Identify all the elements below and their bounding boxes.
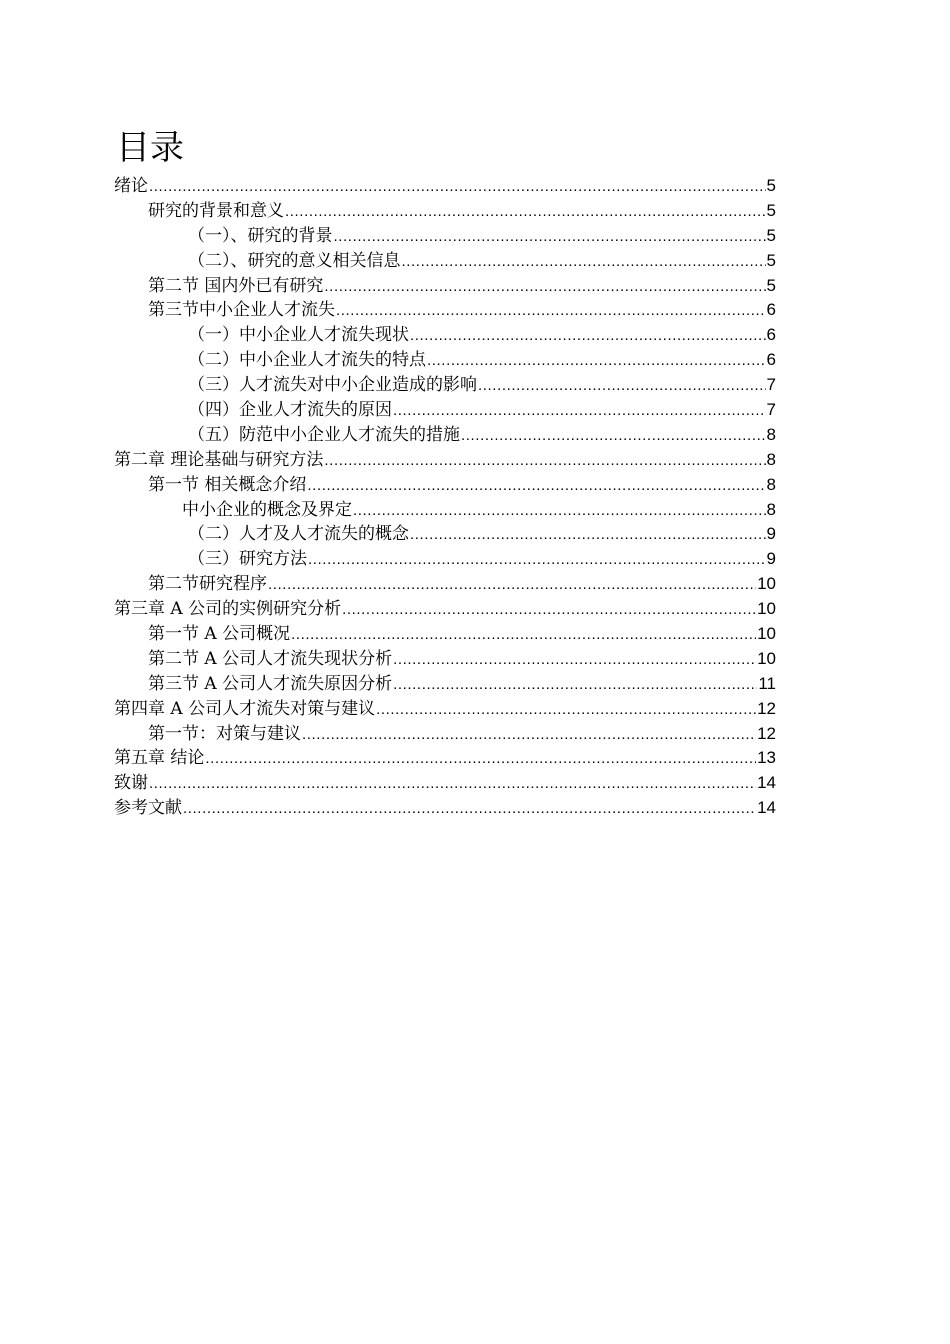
toc-dot-leader bbox=[183, 797, 756, 821]
toc-entry[interactable] bbox=[114, 547, 776, 572]
toc-entry[interactable] bbox=[114, 298, 776, 323]
toc-entry[interactable] bbox=[114, 522, 776, 547]
toc-entry-text: （二）、研究的意义相关信息 bbox=[188, 250, 401, 271]
toc-entry-text: 致谢 bbox=[114, 773, 148, 794]
toc-page-number: 14 bbox=[757, 798, 776, 818]
toc-entry[interactable] bbox=[114, 697, 776, 722]
toc-entry-text: 第二节 国内外已有研究 bbox=[148, 275, 324, 296]
toc-dot-leader bbox=[291, 623, 756, 647]
toc-entry-text: （一）、研究的背景 bbox=[188, 225, 333, 246]
toc-list bbox=[114, 174, 776, 821]
toc-entry[interactable] bbox=[114, 448, 776, 473]
toc-page-number: 5 bbox=[766, 225, 776, 245]
toc-entry[interactable] bbox=[114, 672, 776, 697]
toc-page-number: 13 bbox=[757, 748, 776, 768]
toc-entry-text: 第三章 A 公司的实例研究分析 bbox=[114, 599, 342, 620]
toc-entry[interactable] bbox=[114, 622, 776, 647]
toc-entry[interactable] bbox=[114, 249, 776, 274]
toc-page-number: 7 bbox=[766, 400, 776, 420]
toc-page-number: 10 bbox=[757, 574, 776, 594]
toc-entry[interactable] bbox=[114, 572, 776, 597]
toc-entry[interactable] bbox=[114, 771, 776, 796]
toc-dot-leader bbox=[393, 648, 756, 672]
toc-page-number: 5 bbox=[766, 176, 776, 195]
toc-entry[interactable] bbox=[114, 348, 776, 373]
toc-entry-text: 参考文献 bbox=[114, 798, 182, 819]
toc-entry-text: 研究的背景和意义 bbox=[148, 200, 284, 221]
toc-dot-leader bbox=[285, 200, 766, 224]
toc-entry[interactable] bbox=[114, 746, 776, 771]
toc-page-number: 8 bbox=[766, 474, 776, 494]
toc-entry[interactable] bbox=[114, 274, 776, 299]
toc-dot-leader bbox=[410, 324, 766, 348]
toc-entry-text: 第二节 A 公司人才流失现状分析 bbox=[148, 648, 393, 669]
toc-entry-text: 第三节中小企业人才流失 bbox=[148, 300, 335, 321]
toc-page-number: 9 bbox=[766, 524, 776, 544]
toc-page-number: 12 bbox=[757, 698, 776, 718]
toc-entry-text: （二）中小企业人才流失的特点 bbox=[188, 350, 426, 371]
toc-dot-leader bbox=[302, 723, 756, 747]
toc-dot-leader bbox=[336, 299, 766, 323]
toc-entry[interactable] bbox=[114, 473, 776, 498]
toc-page-number: 9 bbox=[766, 549, 776, 569]
toc-dot-leader bbox=[334, 225, 766, 249]
toc-page-number: 6 bbox=[766, 325, 776, 345]
toc-entry[interactable] bbox=[114, 199, 776, 224]
toc-dot-leader bbox=[308, 548, 766, 572]
toc-page-number: 8 bbox=[766, 424, 776, 444]
toc-entry[interactable] bbox=[114, 498, 776, 523]
toc-entry[interactable] bbox=[114, 373, 776, 398]
toc-dot-leader bbox=[149, 772, 756, 796]
toc-page-number: 10 bbox=[757, 624, 776, 644]
toc-entry-text: 第二章 理论基础与研究方法 bbox=[114, 449, 324, 470]
toc-entry-text: （三）人才流失对中小企业造成的影响 bbox=[188, 375, 477, 396]
toc-entry-text: （四）企业人才流失的原因 bbox=[188, 400, 392, 421]
toc-page-number: 8 bbox=[766, 499, 776, 519]
toc-page-number: 6 bbox=[766, 350, 776, 370]
toc-entry[interactable] bbox=[114, 224, 776, 249]
toc-page-number: 10 bbox=[757, 648, 776, 668]
toc-entry-text: （二）人才及人才流失的概念 bbox=[188, 524, 409, 545]
toc-entry[interactable] bbox=[114, 647, 776, 672]
toc-entry-text: 第三节 A 公司人才流失原因分析 bbox=[148, 673, 393, 694]
toc-dot-leader bbox=[402, 250, 766, 274]
toc-entry-text: （五）防范中小企业人才流失的措施 bbox=[188, 424, 460, 445]
toc-page-number: 12 bbox=[757, 723, 776, 743]
toc-page-number: 6 bbox=[766, 300, 776, 320]
toc-entry-text: 第二节研究程序 bbox=[148, 574, 267, 595]
toc-dot-leader bbox=[149, 175, 766, 199]
toc-dot-leader bbox=[205, 747, 756, 771]
toc-entry-text: （一）中小企业人才流失现状 bbox=[188, 325, 409, 346]
toc-dot-leader bbox=[427, 349, 766, 373]
toc-entry-text: 第一节 相关概念介绍 bbox=[148, 474, 307, 495]
toc-dot-leader bbox=[353, 499, 766, 523]
toc-dot-leader bbox=[268, 573, 756, 597]
toc-entry[interactable] bbox=[114, 423, 776, 448]
toc-page-number: 10 bbox=[757, 599, 776, 619]
toc-entry[interactable] bbox=[114, 174, 776, 199]
toc-page-number: 7 bbox=[766, 375, 776, 395]
toc-dot-leader bbox=[410, 523, 766, 547]
toc-dot-leader bbox=[324, 275, 765, 299]
toc-entry-text: 中小企业的概念及界定 bbox=[182, 499, 352, 520]
toc-page-number: 14 bbox=[757, 773, 776, 793]
toc-page-number: 11 bbox=[758, 673, 776, 693]
toc-entry-text: （三）研究方法 bbox=[188, 549, 307, 570]
toc-dot-leader bbox=[324, 449, 765, 473]
toc-dot-leader bbox=[376, 698, 756, 722]
toc-dot-leader bbox=[461, 424, 766, 448]
toc-dot-leader bbox=[393, 399, 766, 423]
toc-entry[interactable] bbox=[114, 722, 776, 747]
toc-dot-leader bbox=[342, 598, 756, 622]
toc-entry-text: 第四章 A 公司人才流失对策与建议 bbox=[114, 698, 376, 719]
toc-entry[interactable] bbox=[114, 597, 776, 622]
toc-entry[interactable] bbox=[114, 323, 776, 348]
toc-page-number: 5 bbox=[766, 275, 776, 295]
toc-title: 目录 bbox=[116, 128, 184, 168]
toc-entry-text: 第五章 结论 bbox=[114, 748, 205, 769]
toc-page-number: 8 bbox=[766, 449, 776, 469]
toc-entry-text: 第一节 A 公司概况 bbox=[148, 624, 291, 645]
toc-dot-leader bbox=[307, 474, 765, 498]
toc-page-number: 5 bbox=[766, 200, 776, 220]
toc-entry-text: 绪论 bbox=[114, 176, 148, 196]
toc-entry[interactable] bbox=[114, 398, 776, 423]
toc-page-number: 5 bbox=[766, 250, 776, 270]
toc-dot-leader bbox=[478, 374, 766, 398]
toc-entry[interactable] bbox=[114, 796, 776, 821]
toc-entry-text: 第一节：对策与建议 bbox=[148, 723, 301, 744]
toc-dot-leader bbox=[393, 673, 757, 697]
